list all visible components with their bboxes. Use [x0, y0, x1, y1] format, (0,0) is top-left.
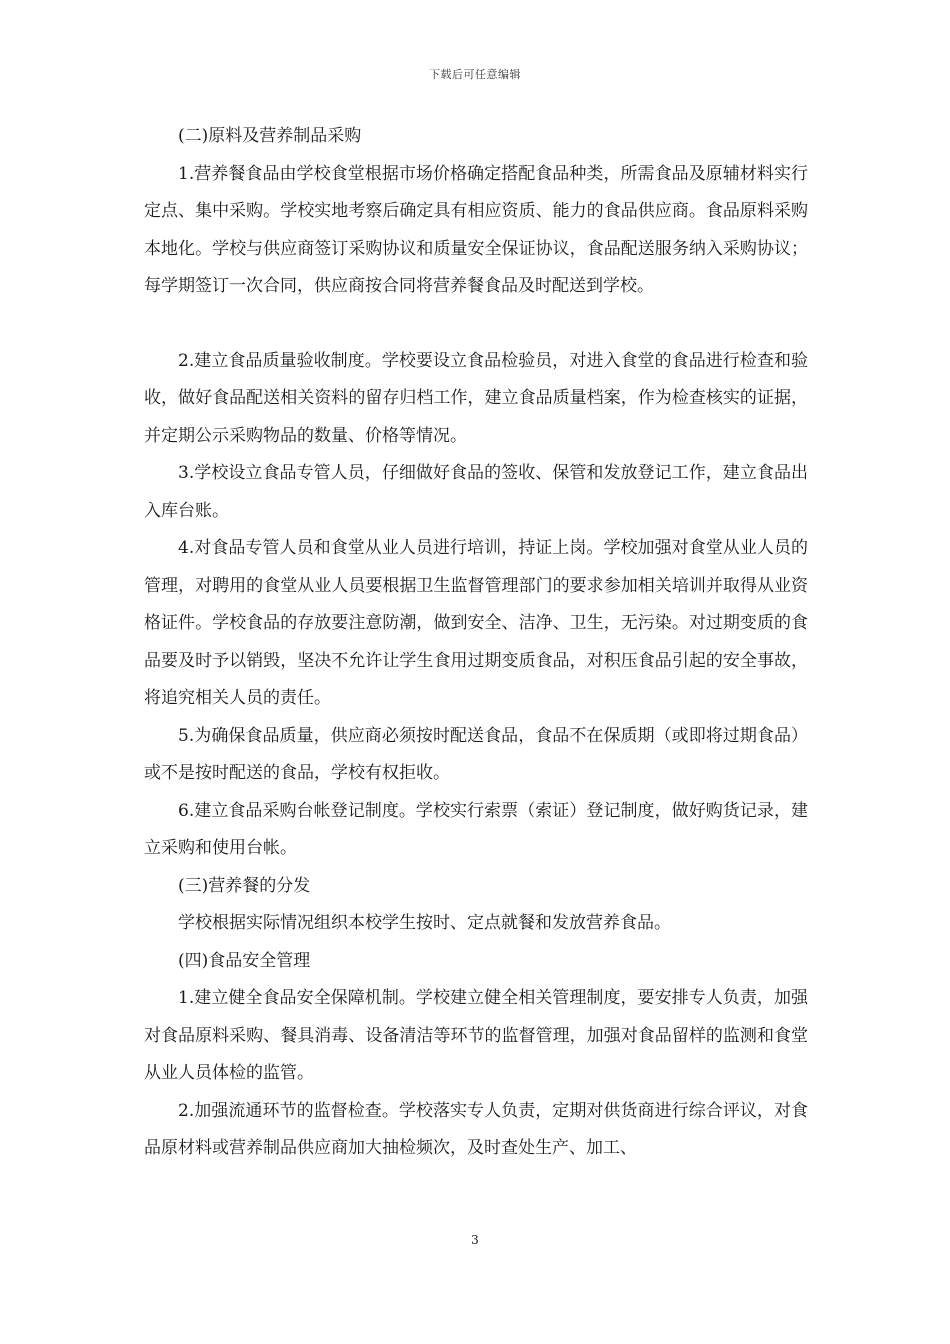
paragraph-safety-1: 1.建立健全食品安全保障机制。学校建立健全相关管理制度，要安排专人负责，加强对食品原料采购、餐具消毒、设备清洁等环节的监督管理，加强对食品留样的监测和食堂从业人员体检的监管。 [144, 988, 808, 1083]
paragraph-5: 5.为确保食品质量，供应商必须按时配送食品，食品不在保质期（或即将过期食品）或不是按时配送的食品，学校有权拒收。 [144, 725, 808, 783]
section-heading-4: (四)食品安全管理 [178, 950, 311, 971]
section-heading-3: (三)营养餐的分发 [178, 875, 311, 896]
paragraph-4: 4.对食品专管人员和食堂从业人员进行培训，持证上岗。学校加强对食堂从业人员的管理，对聘用的食堂从业人员要根据卫生监督管理部门的要求参加相关培训并取得从业资格证件。学校食品的存放要注意防潮，做到安全、洁净、卫生，无污染。对过期变质的食品要及时予以销毁，坚决不允许让学生食用过期变质食品，对积压食品引起的安全事故，将追究相关人员的责任。 [144, 538, 808, 708]
section-heading-2: (二)原料及营养制品采购 [178, 126, 362, 146]
paragraph-distribution: 学校根据实际情况组织本校学生按时、定点就餐和发放营养食品。 [178, 913, 671, 933]
paragraph-gap [144, 306, 808, 343]
paragraph-3: 3.学校设立食品专管人员，仔细做好食品的签收、保管和发放登记工作，建立食品出入库台账。 [144, 463, 808, 521]
document-body [144, 118, 808, 1168]
paragraph-2: 2.建立食品质量验收制度。学校要设立食品检验员，对进入食堂的食品进行检查和验收，做好食品配送相关资料的留存归档工作，建立食品质量档案，作为检查核实的证据，并定期公示采购物品的数量、价格等情况。 [144, 350, 808, 446]
paragraph-6: 6.建立食品采购台帐登记制度。学校实行索票（索证）登记制度，做好购货记录，建立采购和使用台帐。 [144, 800, 808, 858]
page-header-note: 下载后可任意编辑 [429, 68, 521, 81]
paragraph-safety-2: 2.加强流通环节的监督检查。学校落实专人负责，定期对供货商进行综合评议，对食品原材料或营养制品供应商加大抽检频次，及时查处生产、加工、 [144, 1100, 808, 1158]
page-number: 3 [471, 1233, 479, 1247]
paragraph-1: 1.营养餐食品由学校食堂根据市场价格确定搭配食品种类，所需食品及原辅材料实行定点、集中采购。学校实地考察后确定具有相应资质、能力的食品供应商。食品原料采购本地化。学校与供应商签订采购协议和质量安全保证协议，食品配送服务纳入采购协议；每学期签订一次合同，供应商按合同将营养餐食品及时配送到学校。 [144, 163, 808, 296]
